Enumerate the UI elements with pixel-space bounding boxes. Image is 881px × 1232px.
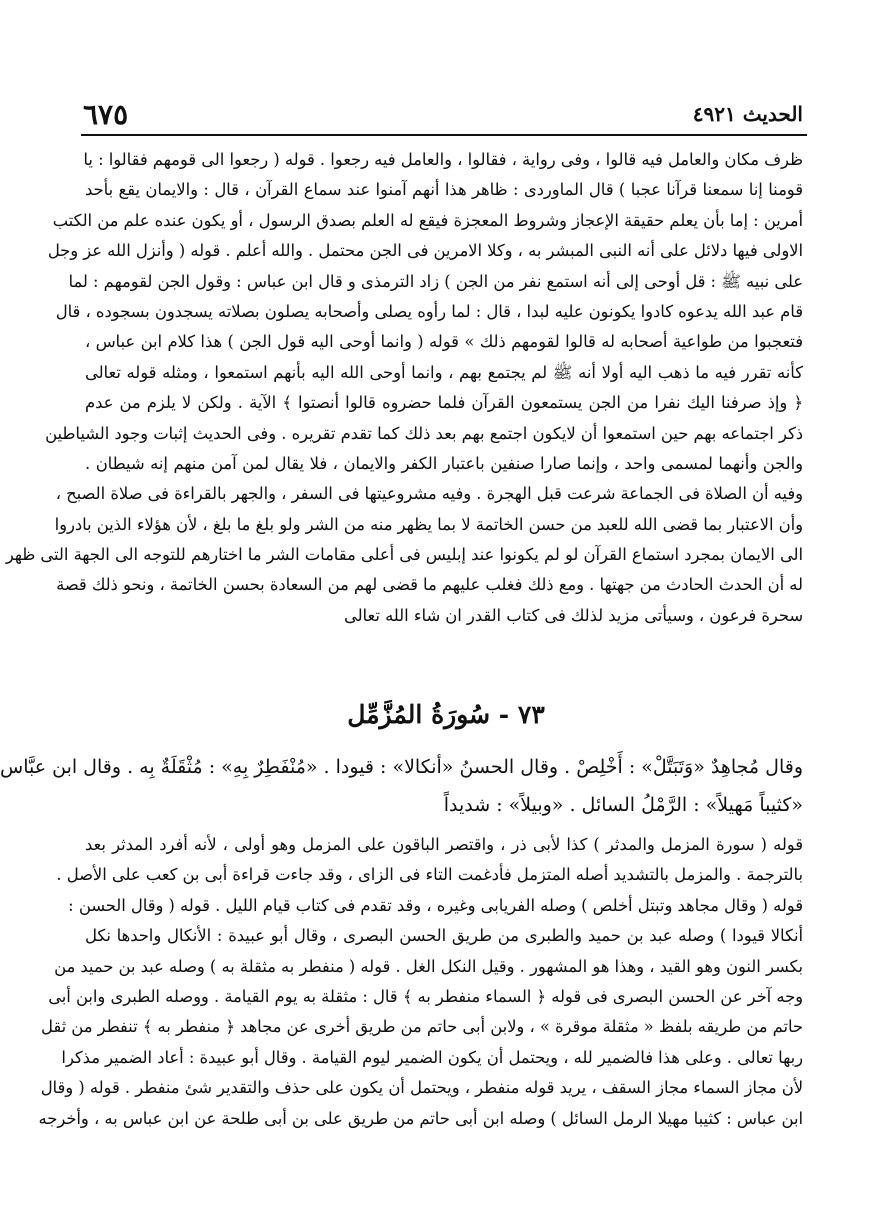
- text-line: بكسر النون وهو القيد ، وهذا هو المشهور . وقيل النكل الغل . قوله ( منفطر به مثقلة به ) وصله عبد بن حميد من: [54, 956, 803, 976]
- running-title: الحديث ٤٩٢١: [692, 102, 803, 126]
- text-line: قوله ( وقال مجاهد وتبتل أخلص ) وصله الفريابى وغيره ، وقد تقدم فى كتاب قيام الليل . قوله ( وقال الحسن :: [68, 895, 803, 915]
- hadith-line: وقال مُجاهِدٌ «وَتَبَتَّلْ» : أَخْلِصْ . وقال الحسنُ «أنكالا» : قيودا . «مُنْفَطِرٌ بِهِ» : مُثْقَلَةٌ بِه . وقال ابن عبَّاس: [0, 756, 803, 778]
- page-header: [83, 98, 803, 134]
- text-line: ابن عباس : كثيبا مهيلا الرمل السائل ) وصله ابن أبى حاتم من طريق على بن أبى طلحة عن ابن عباس به ، وأخرجه: [38, 1108, 803, 1128]
- text-line: ﴿ وإذ صرفنا اليك نفرا من الجن يستمعون القرآن فلما حضروه قالوا أنصتوا ﴾ الآية . ولكن لا يلزم من عدم: [85, 393, 803, 413]
- commentary-block-2: [38, 830, 803, 1134]
- header-rule: [81, 134, 807, 136]
- hadith-text-block: [0, 748, 803, 824]
- text-line: كأنه تقرر فيه ما ذهب اليه أولا أنه ﷺ لم يجتمع بهم ، وانما أوحى الله اليه بأنهم استمعوا ، ومثله قوله تعالى: [85, 362, 803, 382]
- text-line: بالترجمة . والمزمل بالتشديد أصله المتزمل فأدغمت التاء فى الزاى ، وقد جاءت قراءة أبى بن كعب على الأصل .: [56, 865, 803, 885]
- surah-heading: ٧٣ - سُورَةُ المُزَّمِّل: [347, 700, 545, 729]
- text-line: وأن الاعتبار بما قضى الله للعبد من حسن الخاتمة لا بما يظهر منه من الشر ولو بلغ ما بلغ ، لأن هؤلاء الذين بادروا: [54, 514, 803, 534]
- text-line: قام عبد الله يدعوه كادوا يكونون عليه لبدا ، قال : لما رأوه يصلى وأصحابه يصلون بصلاته يسجدون بسجوده ، قال: [55, 301, 803, 321]
- text-line: وجه آخر عن الحسن البصرى فى قوله ﴿ السماء منفطر به ﴾ قال : مثقلة به يوم القيامة . ووصله الطبرى وابن أبى: [48, 986, 803, 1006]
- text-line: وفيه أن الصلاة فى الجماعة شرعت قبل الهجرة . وفيه مشروعيتها فى السفر ، والجهر بالقراءة فى صلاة الصبح ،: [55, 484, 803, 504]
- hadith-line: «كثيباً مَهيلاً» : الرَّمْلُ السائل . «وبيلاً» : شديداً: [443, 794, 803, 816]
- text-line: الى الايمان بمجرد استماع القرآن لو لم يكونوا عند إبليس فى أعلى مقامات الشر ما اختارهم للتوجه الى الجهة التى ظهر: [5, 545, 803, 565]
- text-line: ظرف مكان والعامل فيه قالوا ، وفى رواية ، فقالوا ، والعامل فيه رجعوا . قوله ( رجعوا الى قومهم فقالوا : يا: [83, 150, 803, 169]
- text-line: ربها تعالى . وعلى هذا فالضمير لله ، ويحتمل أن يكون الضمير ليوم القيامة . وقال أبو عبيدة : أعاد الضمير مذكرا: [61, 1047, 803, 1067]
- text-line: لأن مجاز السماء مجاز السقف ، يريد قوله منفطر ، ويحتمل أن يكون على حذف والتقدير شئ منفطر . قوله ( وقال: [40, 1078, 803, 1098]
- page-number: ٦٧٥: [83, 98, 129, 131]
- text-line: حاتم من طريقه بلفظ « مثقلة موقرة » ، ولابن أبى حاتم من طريق أخرى عن مجاهد ﴿ منفطر به ﴾ تنفطر من ثقل: [41, 1017, 803, 1037]
- text-line: سحرة فرعون ، وسيأتى مزيد لذلك فى كتاب القدر ان شاء الله تعالى: [344, 605, 803, 625]
- text-line: أنكالا قيودا ) وصله عبد بن حميد والطبرى من طريق الحسن البصرى ، وقال أبو عبيدة : الأنكال واحدها نكل: [85, 926, 803, 946]
- commentary-block-1: [5, 145, 803, 631]
- text-line: قوله ( سورة المزمل والمدثر ) كذا لأبى ذر ، واقتصر الباقون على المزمل وهو أولى ، لأنه أفرد المدثر بعد: [85, 835, 803, 854]
- text-line: والجن وأنهما لمسمى واحد ، وإنما صارا صنفين باعتبار الكفر والايمان ، فلا يقال لمن آمن منهم إنه شيطان .: [85, 453, 803, 473]
- text-line: ذكر اجتماعه بهم حين استمعوا أن لايكون اجتمع بهم بعد ذلك كما تقدم تقريره . وفى الحديث إثبات وجود الشياطين: [45, 423, 803, 443]
- text-line: له أن الحدث الحادث من جهتها . ومع ذلك فغلب عليهم ما قضى لهم من السعادة بحسن الخاتمة ، ونحو ذلك قصة: [56, 575, 803, 595]
- text-line: قومنا إنا سمعنا قرآنا عجبا ) قال الماوردى : ظاهر هذا أنهم آمنوا عند سماع القرآن ، قال : والايمان يقع بأحد: [85, 180, 803, 200]
- text-line: على نبيه ﷺ : قل أوحى إلى أنه استمع نفر من الجن ) زاد الترمذى و قال ابن عباس : وقول الجن لقومهم : لما: [68, 271, 803, 291]
- text-line: أمرين : إما بأن يعلم حقيقة الإعجاز وشروط المعجزة فيقع له العلم بصدق الرسول ، أو يكون عنده علم من الكتب: [52, 210, 803, 230]
- text-line: الاولى فيها دلائل على أنه النبى المبشر به ، وكلا الامرين فى الجن محتمل . والله أعلم . قوله ( وأنزل الله عز وجل: [47, 241, 803, 261]
- text-line: فتعجبوا من طواعية أصحابه له قالوا لقومهم ذلك » قوله ( وانما أوحى اليه قول الجن ) هذا كلام ابن عباس ،: [85, 332, 803, 352]
